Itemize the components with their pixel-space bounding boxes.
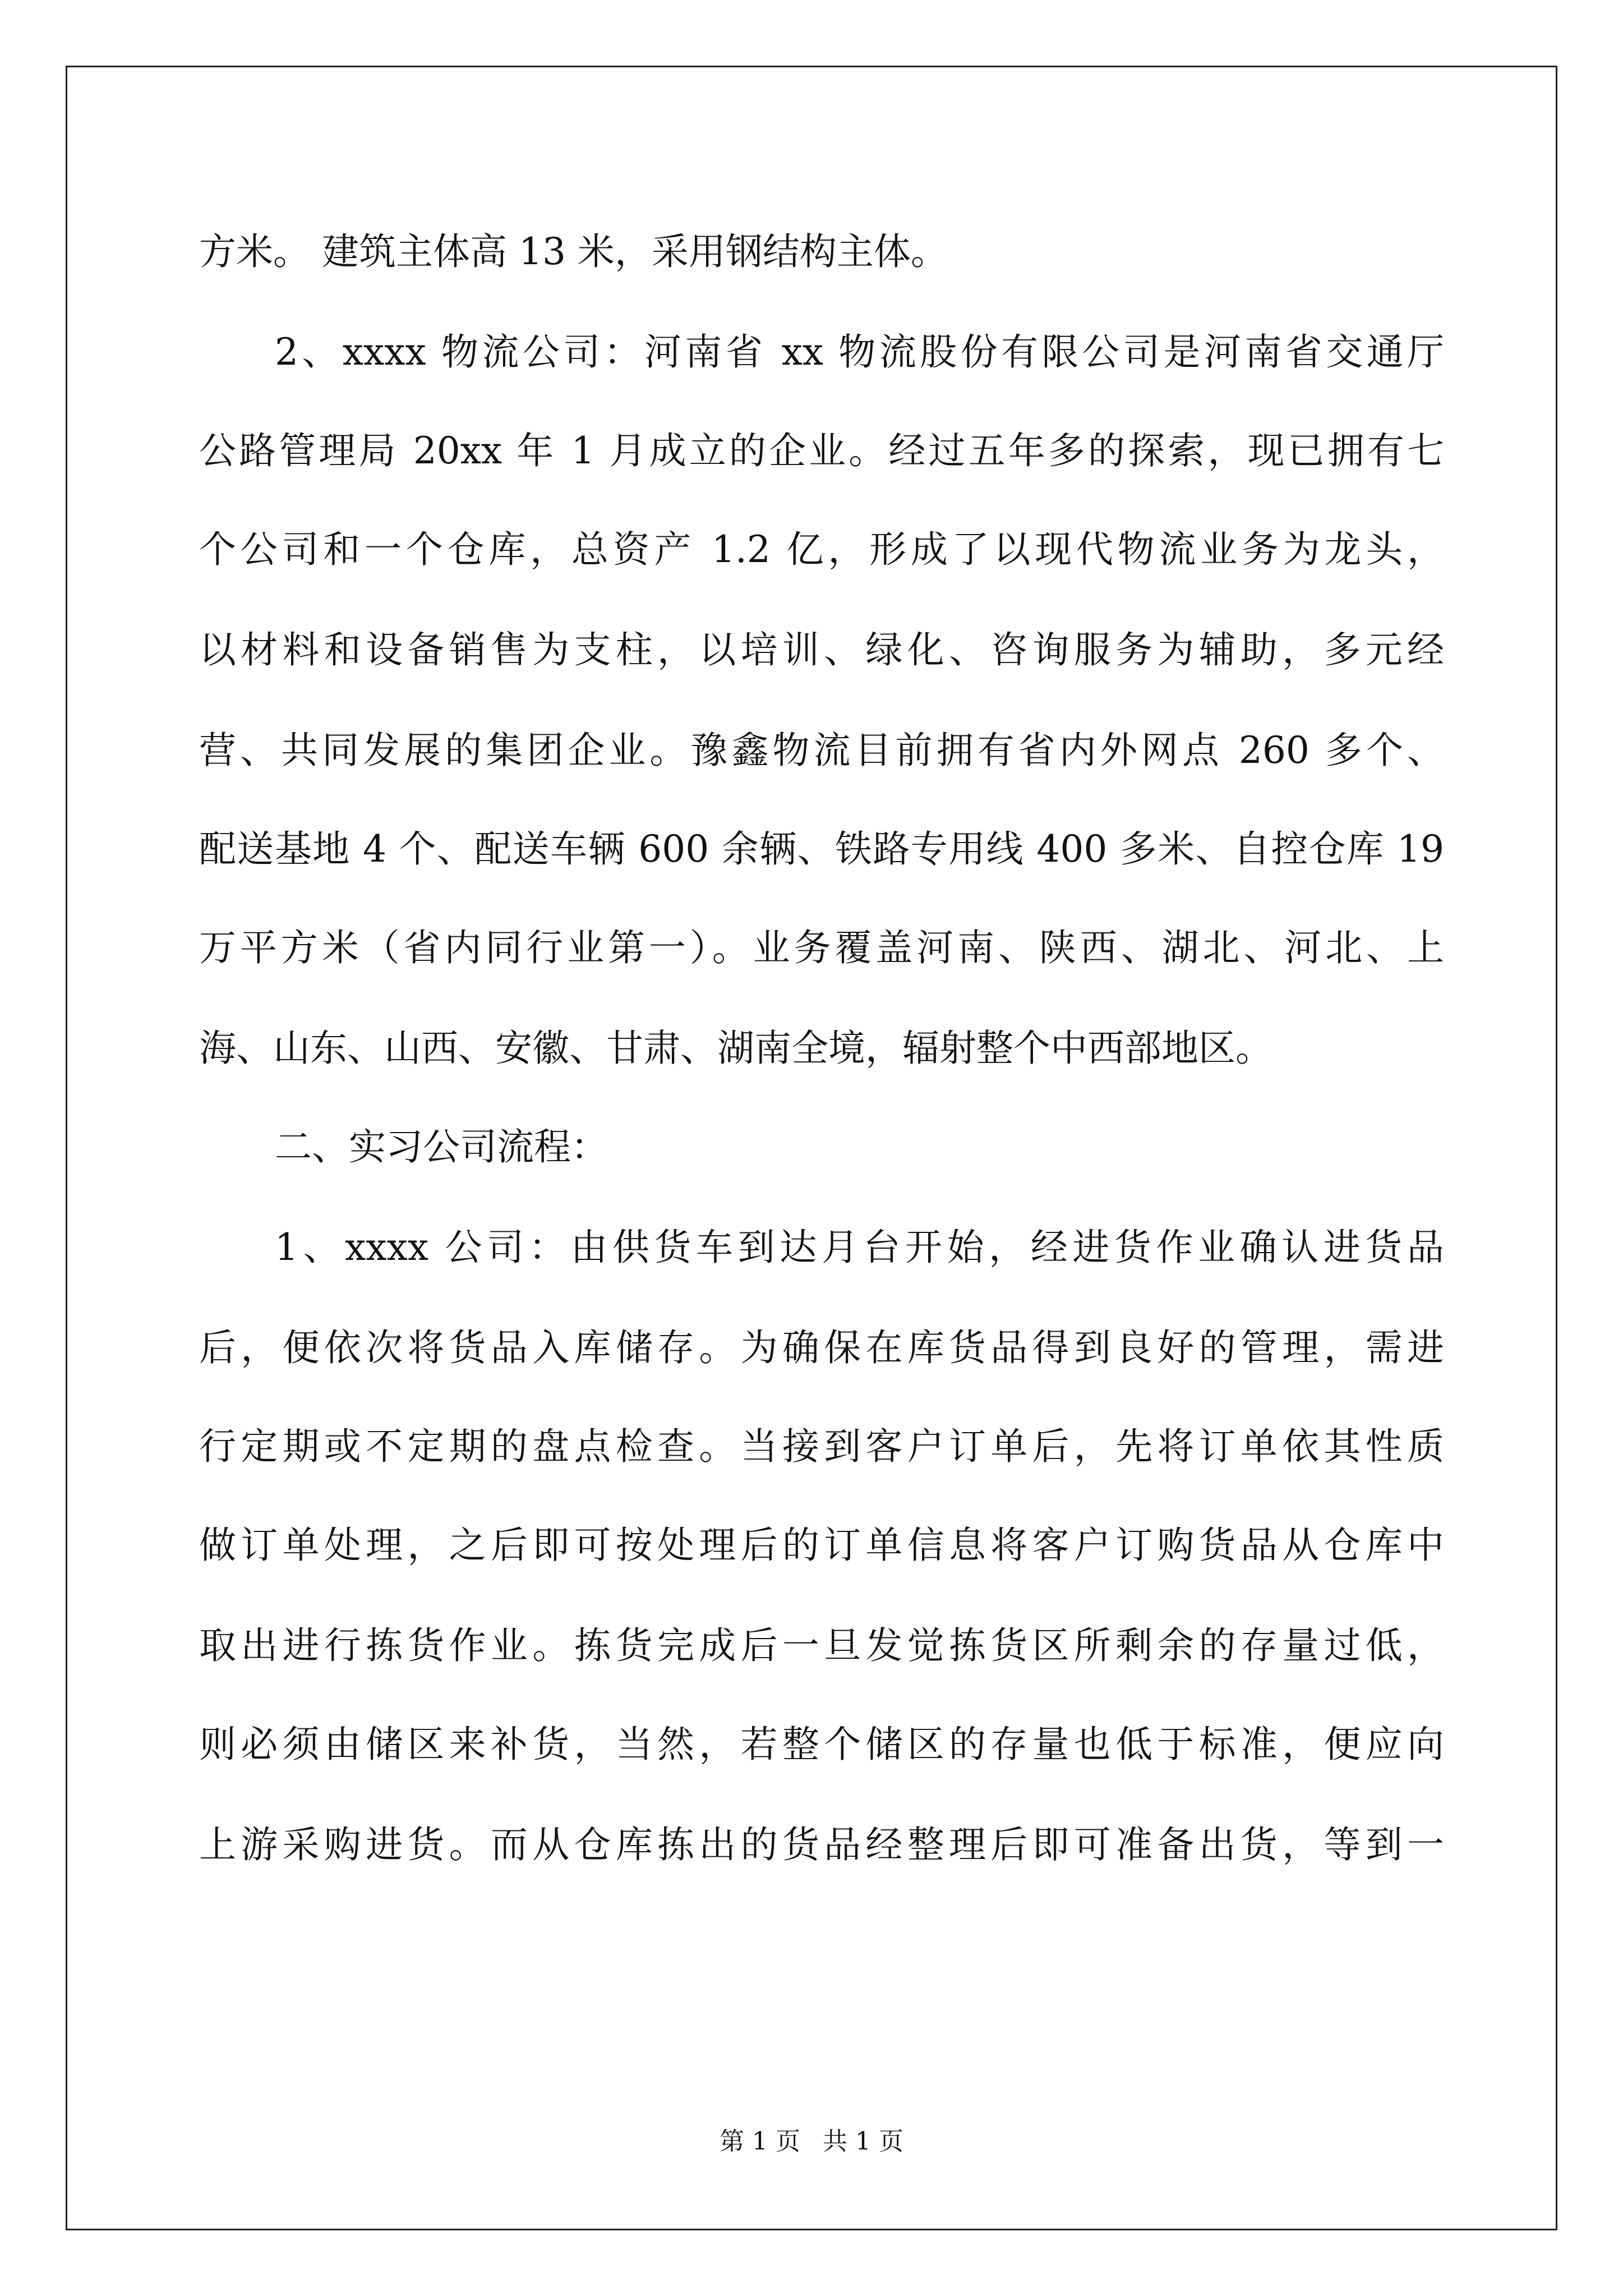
- text-line: 上游采购进货。而从仓库拣出的货品经整理后即可准备出货，等到一: [199, 1823, 1444, 1866]
- text-line: 海、山东、山西、安徽、甘肃、湖南全境，辐射整个中西部地区。: [199, 1027, 1272, 1070]
- page-number-current: 第 1 页: [720, 2127, 800, 2156]
- text-line: 营、共同发展的集团企业。豫鑫物流目前拥有省内外网点 260 多个、: [199, 729, 1444, 772]
- text-line: 做订单处理，之后即可按处理后的订单信息将客户订购货品从仓库中: [199, 1524, 1444, 1567]
- page-footer: [0, 2126, 1623, 2157]
- text-line: 行定期或不定期的盘点检查。当接到客户订单后，先将订单依其性质: [199, 1425, 1444, 1468]
- text-line: 取出进行拣货作业。拣货完成后一旦发觉拣货区所剩余的存量过低，: [199, 1624, 1444, 1667]
- text-line: 公路管理局 20xx 年 1 月成立的企业。经过五年多的探索，现已拥有七: [199, 429, 1444, 472]
- text-line: 万平方米（省内同行业第一）。业务覆盖河南、陕西、湖北、河北、上: [199, 926, 1444, 969]
- text-line: 方米。 建筑主体高 13 米，采用钢结构主体。: [199, 230, 948, 273]
- text-line: 2、xxxx 物流公司：河南省 xx 物流股份有限公司是河南省交通厅: [275, 330, 1444, 374]
- text-line: 1、xxxx 公司：由供货车到达月台开始，经进货作业确认进货品: [275, 1226, 1444, 1269]
- text-line: 个公司和一个仓库，总资产 1.2 亿，形成了以现代物流业务为龙头，: [199, 528, 1444, 571]
- section-heading: 二、实习公司流程：: [275, 1125, 608, 1168]
- text-line: 配送基地 4 个、配送车辆 600 余辆、铁路专用线 400 多米、自控仓库 19: [199, 827, 1444, 871]
- text-line: 后，便依次将货品入库储存。为确保在库货品得到良好的管理，需进: [199, 1326, 1444, 1369]
- page-number-total: 共 1 页: [823, 2127, 903, 2156]
- text-line: 则必须由储区来补货，当然，若整个储区的存量也低于标准，便应向: [199, 1723, 1444, 1766]
- text-line: 以材料和设备销售为支柱，以培训、绿化、咨询服务为辅助，多元经: [199, 628, 1444, 671]
